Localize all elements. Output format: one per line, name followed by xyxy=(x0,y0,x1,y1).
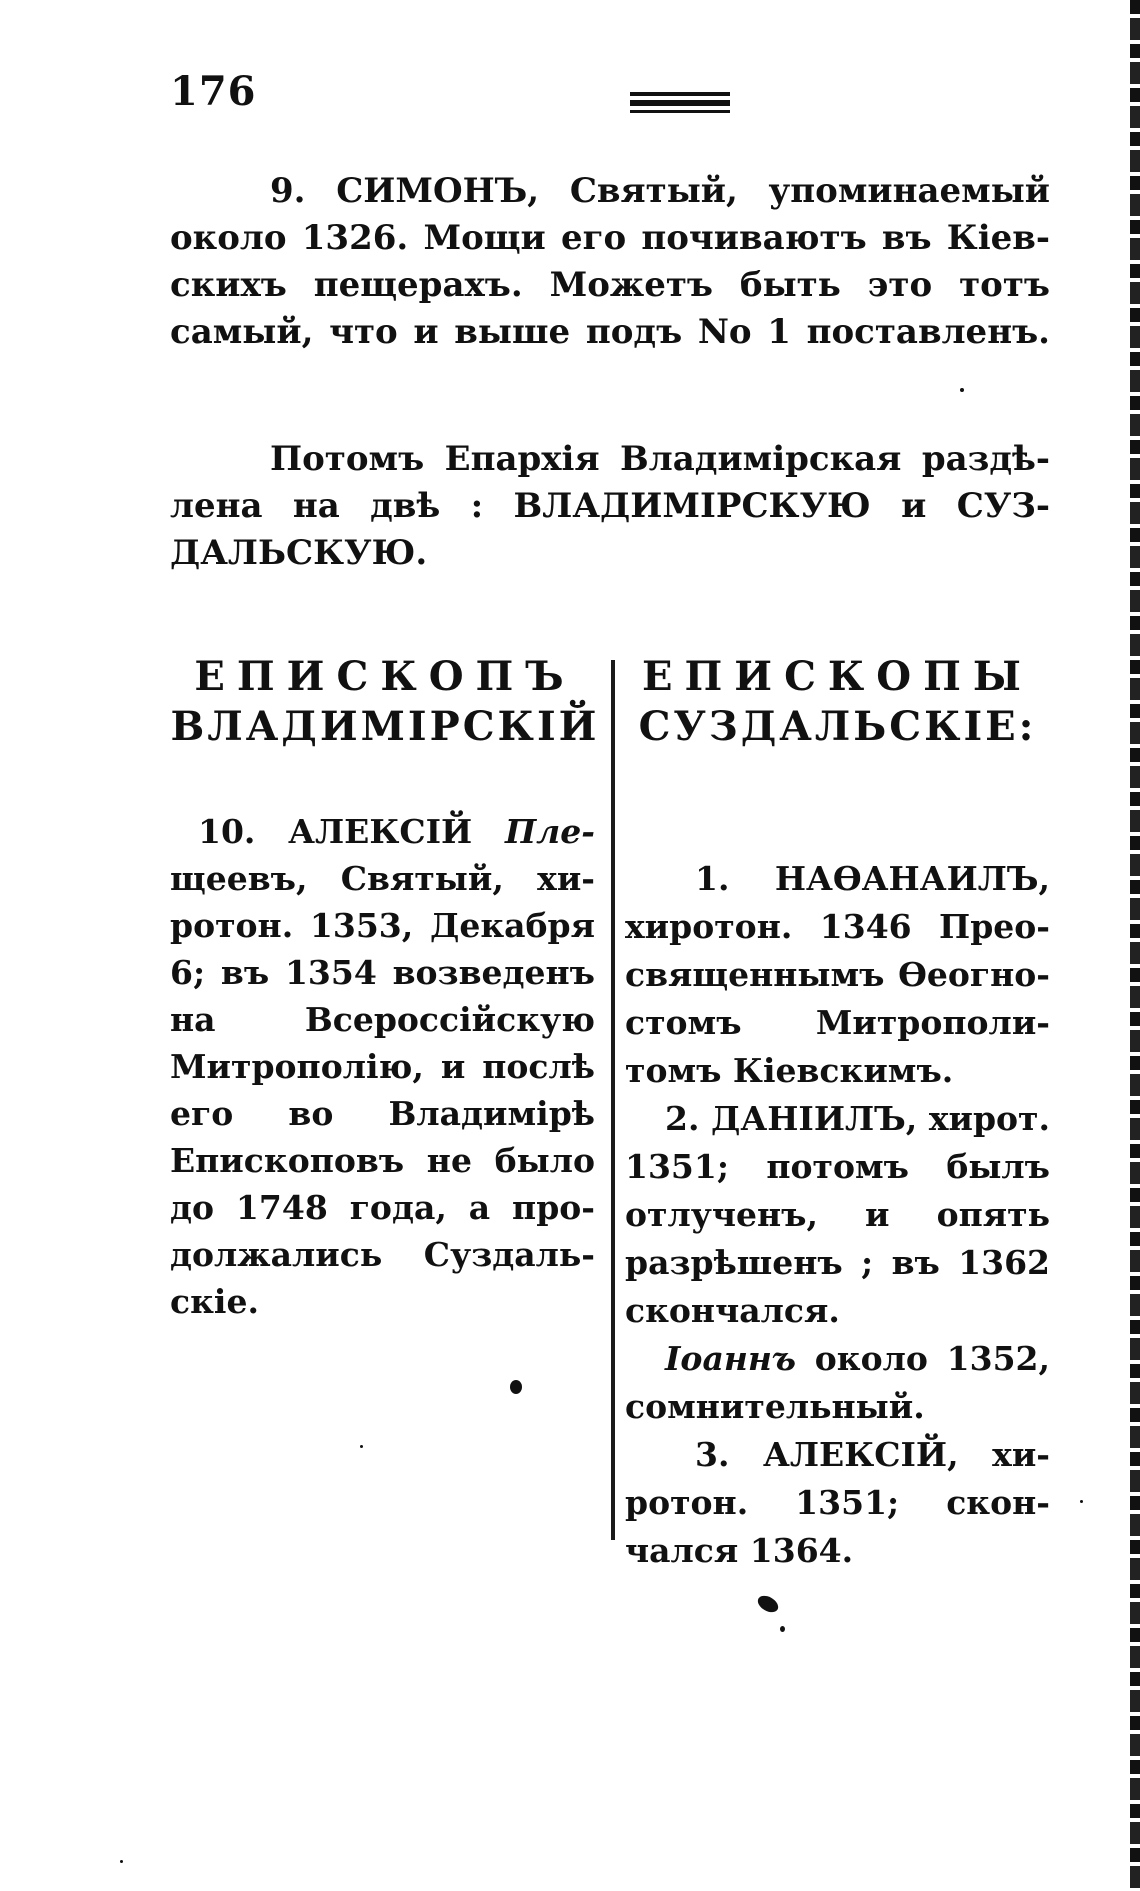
text-line: 9. СИМОНЪ, Святый, упоминаемый xyxy=(270,171,1050,211)
text-line: самый, что и выше подъ No 1 поставленъ. xyxy=(170,312,1050,352)
text-line: сомнительный. xyxy=(625,1387,925,1426)
ink-blot xyxy=(780,1626,785,1632)
page-number: 176 xyxy=(170,68,257,115)
text-line: 3. АЛЕКСIЙ, хи- xyxy=(695,1435,1050,1474)
ink-blot xyxy=(120,1860,123,1863)
text-line: скончался. xyxy=(625,1291,840,1330)
text-line: 2. ДАНIИЛЪ, хирот. xyxy=(665,1099,1050,1138)
vladimir-bishops-heading xyxy=(170,652,600,752)
text-line: отлученъ, и опять xyxy=(625,1195,1050,1234)
heading-line: СУЗДАЛЬСКIЕ: xyxy=(638,703,1037,750)
vladimir-bishop-entry xyxy=(170,808,595,1325)
text-line: разрѣшенъ ; въ 1362 xyxy=(625,1243,1050,1282)
text-line: его во Владимiрѣ xyxy=(170,1094,595,1133)
text-line: на Всероссiйскую xyxy=(170,1000,595,1039)
entry-text: около 1352, xyxy=(814,1339,1050,1378)
heading-line: ЕПИСКОПЫ xyxy=(642,653,1033,700)
text-line: Епископовъ не было xyxy=(170,1141,595,1180)
eparchy-division-paragraph xyxy=(170,436,1050,577)
scanned-page-edge xyxy=(1130,0,1140,1891)
entry-surname: Пле- xyxy=(504,812,595,851)
text-line: томъ Кiевскимъ. xyxy=(625,1051,954,1090)
text-line: Потомъ Епархiя Владимiрская раздѣ- xyxy=(270,439,1050,479)
text-line: стомъ Митрополи- xyxy=(625,1003,1050,1042)
text-line: ротон. 1351; скон- xyxy=(625,1483,1050,1522)
ioann-entry-line xyxy=(625,1335,1050,1383)
text-line: хиротон. 1346 Прео- xyxy=(625,907,1050,946)
text-line: чался 1364. xyxy=(625,1531,854,1570)
heading-line: ЕПИСКОПЪ xyxy=(194,653,576,700)
simon-entry-paragraph xyxy=(170,168,1050,356)
suzdal-bishops-heading xyxy=(625,652,1050,752)
ink-blot xyxy=(960,388,964,392)
entry-name: Iоаннъ xyxy=(665,1339,796,1378)
text-line: 6; въ 1354 возведенъ xyxy=(170,953,595,992)
text-line: лена на двѣ : ВЛАДИМIРСКУЮ и СУЗ- xyxy=(170,486,1050,526)
entry-number: 10. xyxy=(198,812,256,851)
ink-blot xyxy=(1080,1500,1083,1503)
text-line: скiе. xyxy=(170,1282,259,1321)
text-line: скихъ пещерахъ. Можетъ быть это тотъ xyxy=(170,265,1050,305)
text-line: ротон. 1353, Декабря xyxy=(170,906,595,945)
text-line: священнымъ Ѳеогно- xyxy=(625,955,1050,994)
text-line: до 1748 года, а про- xyxy=(170,1188,595,1227)
column-divider xyxy=(611,660,615,1540)
ink-blot xyxy=(360,1445,363,1448)
text-line: 1. НАѲАНАИЛЪ, xyxy=(695,859,1050,898)
text-line: должались Суздаль- xyxy=(170,1235,595,1274)
text-line: около 1326. Мощи его почиваютъ въ Кiев- xyxy=(170,218,1050,258)
ink-blot xyxy=(755,1592,781,1615)
heading-line: ВЛАДИМIРСКIЙ xyxy=(170,703,600,750)
header-ornament xyxy=(630,92,730,116)
entry-name: АЛЕКСIЙ xyxy=(288,812,473,851)
entry-first-line xyxy=(170,808,595,855)
text-line: 1351; потомъ былъ xyxy=(625,1147,1050,1186)
ink-blot xyxy=(510,1380,522,1394)
suzdal-bishops-entries xyxy=(625,855,1050,1575)
text-line: ДАЛЬСКУЮ. xyxy=(170,533,428,573)
text-line: Митрополiю, и послѣ xyxy=(170,1047,595,1086)
text-line: щеевъ, Святый, хи- xyxy=(170,859,595,898)
